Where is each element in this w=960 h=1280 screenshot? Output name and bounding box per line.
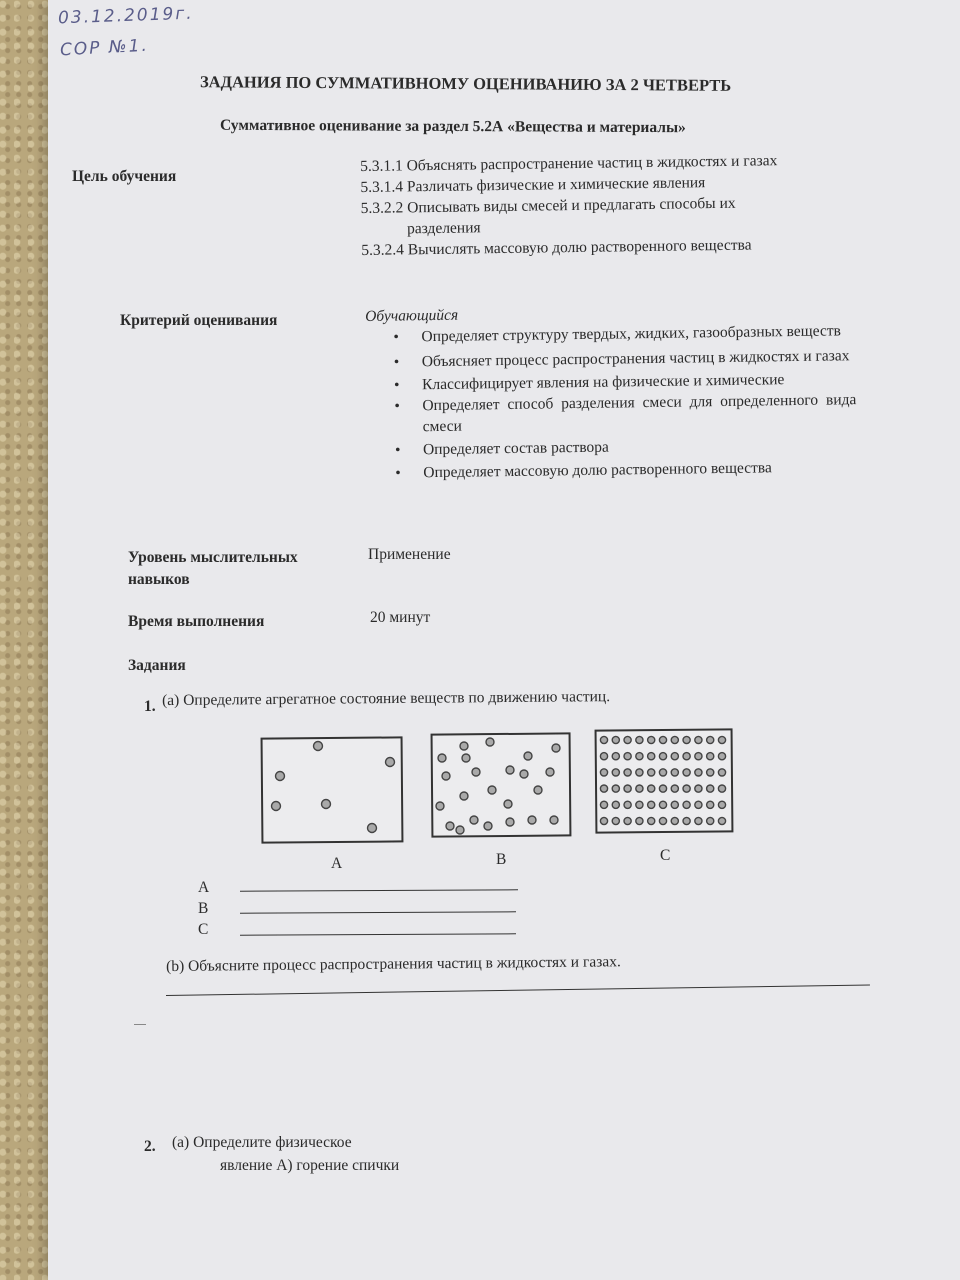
particle	[470, 816, 478, 824]
particle	[718, 753, 725, 760]
particle	[368, 824, 377, 833]
particle	[472, 768, 480, 776]
particle	[524, 752, 532, 760]
handwritten-date: 03.12.2019г.	[57, 3, 194, 29]
particle	[442, 772, 450, 780]
pen-mark	[134, 1024, 146, 1025]
page-subtitle: Суммативное оценивание за раздел 5.2А «Вещества и материалы»	[219, 116, 686, 137]
handwritten-code: СОР №1.	[59, 35, 150, 61]
criteria-intro: Обучающийся	[365, 306, 459, 325]
particle	[636, 736, 643, 743]
diagram-frame	[262, 737, 403, 842]
particle	[272, 802, 281, 811]
particle	[624, 753, 631, 760]
particle	[718, 785, 725, 792]
answer-label-a: A	[198, 879, 210, 896]
goal-item: 5.3.2.2 Описывать виды смесей и предлагать способы их разделения	[360, 194, 736, 238]
criteria-item: • Определяет массовую долю растворенного вещества	[393, 456, 857, 483]
particle	[695, 817, 702, 824]
task2-line2: явление А) горение спички	[220, 1157, 400, 1174]
particle	[504, 800, 512, 808]
particle	[707, 817, 714, 824]
particle	[683, 785, 690, 792]
particle	[528, 816, 536, 824]
particle	[462, 754, 470, 762]
criteria-item: • Определяет структуру твердых, жидких, газообразных веществ	[391, 320, 855, 347]
particle	[506, 766, 514, 774]
particle	[460, 792, 468, 800]
particle	[683, 753, 690, 760]
particle	[718, 769, 725, 776]
particle	[671, 736, 678, 743]
time-label: Время выполнения	[128, 613, 265, 630]
task1-part-a: (a) Определите агрегатное состояние веществ по движению частиц.	[162, 688, 611, 709]
particle	[636, 753, 643, 760]
liquid-particles-diagram	[428, 732, 578, 842]
diagram-label-c: C	[660, 847, 671, 864]
particle	[707, 769, 714, 776]
particle	[707, 736, 714, 743]
particle	[683, 769, 690, 776]
particle	[612, 736, 619, 743]
particle	[484, 822, 492, 830]
criteria-block	[365, 299, 857, 484]
particle	[314, 742, 323, 751]
goal-item: 5.3.1.4 Различать физические и химические явления	[360, 174, 706, 196]
particle	[695, 801, 702, 808]
particle	[600, 753, 607, 760]
particle	[648, 769, 655, 776]
goal-list	[360, 150, 811, 261]
particle	[612, 769, 619, 776]
gas-particles-diagram	[258, 736, 408, 848]
particle	[624, 736, 631, 743]
particle	[659, 785, 666, 792]
goal-item: 5.3.1.1 Объяснять распространение частиц в жидкостях и газах	[360, 152, 778, 175]
particle	[322, 800, 331, 809]
particle	[659, 769, 666, 776]
particle	[648, 785, 655, 792]
particle	[648, 753, 655, 760]
criteria-label: Критерий оценивания	[120, 312, 278, 329]
particle	[695, 736, 702, 743]
particle	[612, 753, 619, 760]
particle	[600, 817, 607, 824]
task2-line1: (a) Определите физическое	[172, 1134, 352, 1151]
particle	[659, 753, 666, 760]
particle	[648, 736, 655, 743]
time-value: 20 минут	[370, 609, 431, 626]
particle	[624, 817, 631, 824]
criteria-item: • Определяет состав раствора	[393, 433, 857, 460]
particle	[486, 738, 494, 746]
particle	[534, 786, 542, 794]
particle	[600, 769, 607, 776]
particle	[683, 736, 690, 743]
particle	[624, 785, 631, 792]
particle	[436, 802, 444, 810]
particle	[671, 769, 678, 776]
particle	[438, 754, 446, 762]
particle	[520, 770, 528, 778]
particle	[671, 753, 678, 760]
particle	[636, 801, 643, 808]
particle	[718, 801, 725, 808]
criteria-item: • Классифицирует явления на физические и химические	[392, 368, 856, 395]
particle	[460, 742, 468, 750]
particle	[707, 801, 714, 808]
level-label: Уровень мыслительных навыков	[128, 549, 298, 588]
particle	[671, 785, 678, 792]
particle	[671, 801, 678, 808]
particle	[695, 785, 702, 792]
particle	[659, 817, 666, 824]
task1-part-b: (b) Объясните процесс распространения частиц в жидкостях и газах.	[166, 953, 621, 975]
tasks-label: Задания	[128, 657, 186, 674]
diagram-label-a: A	[331, 855, 343, 872]
particle	[612, 817, 619, 824]
solid-particles-diagram	[592, 728, 742, 838]
particle	[648, 817, 655, 824]
diagram-label-b: B	[496, 851, 507, 868]
particle	[600, 801, 607, 808]
particle	[612, 801, 619, 808]
particle	[636, 785, 643, 792]
particle	[671, 817, 678, 824]
goal-label: Цель обучения	[72, 168, 177, 185]
particle	[446, 822, 454, 830]
answer-label-b: B	[198, 900, 209, 917]
particle	[695, 769, 702, 776]
level-value: Применение	[368, 546, 451, 563]
particle	[386, 758, 395, 767]
task2-number: 2.	[144, 1138, 156, 1155]
particle	[648, 801, 655, 808]
particle	[636, 769, 643, 776]
particle	[636, 817, 643, 824]
particle	[683, 801, 690, 808]
answer-label-c: C	[198, 921, 209, 938]
particle	[456, 826, 464, 834]
particle	[552, 744, 560, 752]
particle	[707, 785, 714, 792]
particle	[506, 818, 514, 826]
criteria-item: • Определяет способ разделения смеси для определенного вида смеси	[392, 389, 857, 437]
particle	[488, 786, 496, 794]
particle	[683, 817, 690, 824]
particle	[695, 753, 702, 760]
task1-number: 1.	[144, 698, 156, 715]
particle	[600, 736, 607, 743]
goal-item: 5.3.2.4 Вычислять массовую долю растворенного вещества	[361, 236, 752, 259]
particle	[612, 785, 619, 792]
particle	[707, 753, 714, 760]
particle	[624, 801, 631, 808]
particle	[600, 785, 607, 792]
particle	[624, 769, 631, 776]
particle	[276, 772, 285, 781]
particle	[659, 736, 666, 743]
criteria-item: • Объясняет процесс распространения частиц в жидкостях и газах	[392, 345, 856, 372]
page-title: ЗАДАНИЯ ПО СУММАТИВНОМУ ОЦЕНИВАНИЮ ЗА 2 ЧЕТВЕРТЬ	[199, 72, 732, 95]
particle	[659, 801, 666, 808]
particle	[550, 816, 558, 824]
particle	[718, 736, 725, 743]
particle	[718, 817, 725, 824]
particle	[546, 768, 554, 776]
